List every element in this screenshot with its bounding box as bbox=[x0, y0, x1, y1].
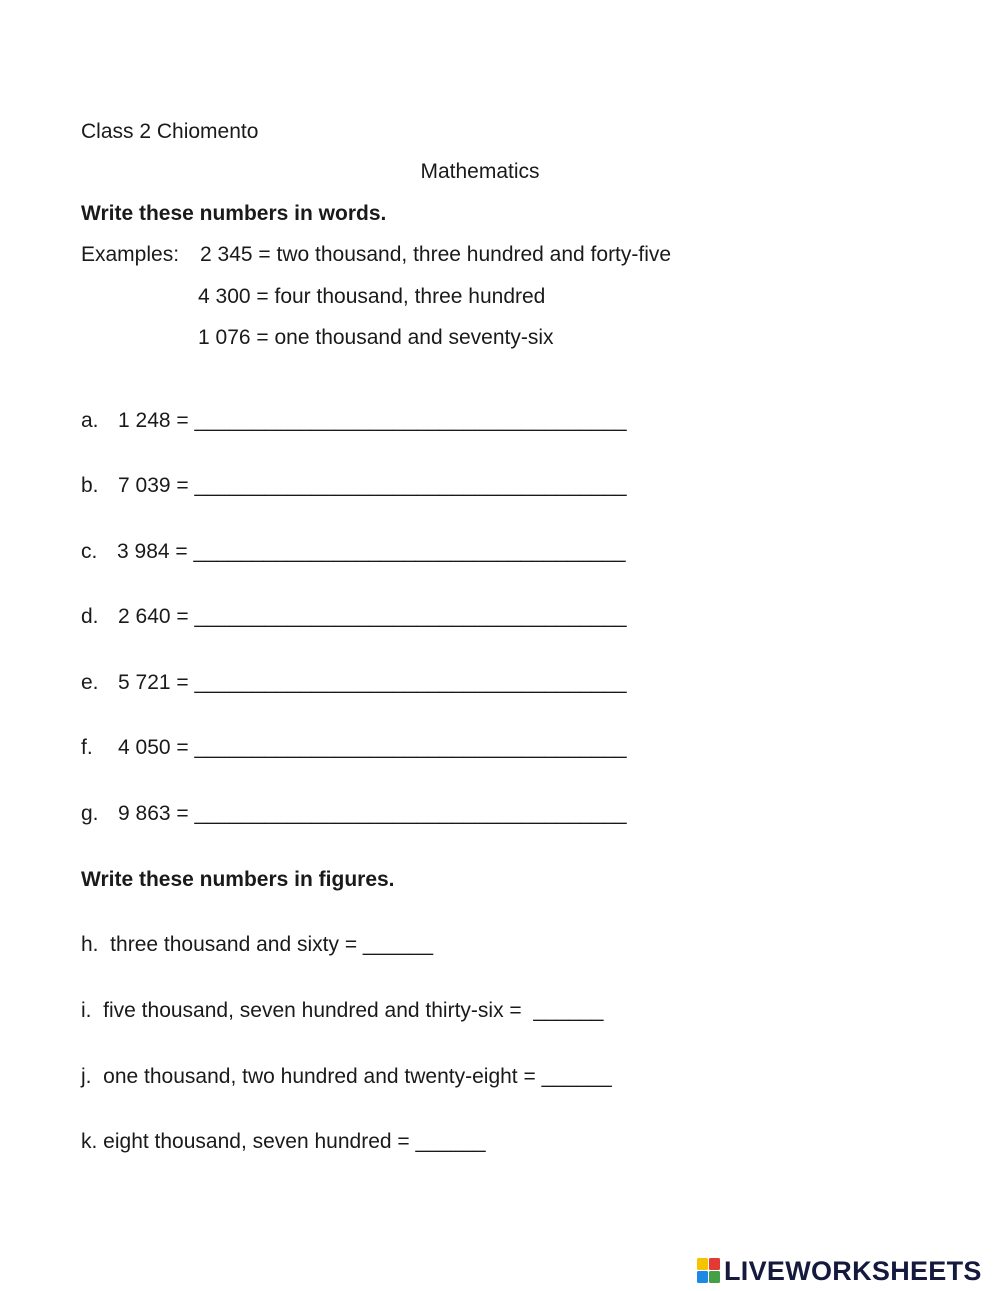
question-letter: e. bbox=[81, 671, 99, 694]
section-figures-heading: Write these numbers in figures. bbox=[81, 868, 395, 891]
section-words-heading: Write these numbers in words. bbox=[81, 202, 387, 225]
answer-line[interactable]: 1 248 = _____________________________________ bbox=[118, 409, 627, 432]
question-h[interactable]: h. three thousand and sixty = ______ bbox=[81, 933, 434, 956]
example-3: 1 076 = one thousand and seventy-six bbox=[198, 326, 554, 349]
question-letter: c. bbox=[81, 540, 98, 563]
answer-line[interactable]: 4 050 = _____________________________________ bbox=[118, 736, 627, 759]
liveworksheets-blocks-icon bbox=[697, 1258, 721, 1284]
question-i[interactable]: i. five thousand, seven hundred and thirty-six = ______ bbox=[81, 999, 604, 1022]
subject-title: Mathematics bbox=[420, 160, 540, 183]
question-letter: f. bbox=[81, 736, 93, 759]
answer-line[interactable]: 9 863 = _____________________________________ bbox=[118, 802, 627, 825]
example-1: 2 345 = two thousand, three hundred and forty-five bbox=[200, 243, 672, 266]
class-label: Class 2 Chiomento bbox=[81, 120, 259, 143]
answer-line[interactable]: 7 039 = _____________________________________ bbox=[118, 474, 627, 497]
liveworksheets-logo bbox=[697, 1256, 982, 1286]
answer-line[interactable]: 5 721 = _____________________________________ bbox=[118, 671, 627, 694]
question-k[interactable]: k. eight thousand, seven hundred = ______ bbox=[81, 1130, 486, 1153]
answer-line[interactable]: 2 640 = _____________________________________ bbox=[118, 605, 627, 628]
example-2: 4 300 = four thousand, three hundred bbox=[198, 285, 546, 308]
logo-wordmark: LIVEWORKSHEETS bbox=[724, 1255, 982, 1286]
question-letter: g. bbox=[81, 802, 99, 825]
question-letter: d. bbox=[81, 605, 99, 628]
question-letter: a. bbox=[81, 409, 99, 432]
question-j[interactable]: j. one thousand, two hundred and twenty-eight = ______ bbox=[81, 1065, 612, 1088]
answer-line[interactable]: 3 984 = _____________________________________ bbox=[117, 540, 626, 563]
question-letter: b. bbox=[81, 474, 99, 497]
examples-label: Examples: bbox=[81, 243, 180, 266]
